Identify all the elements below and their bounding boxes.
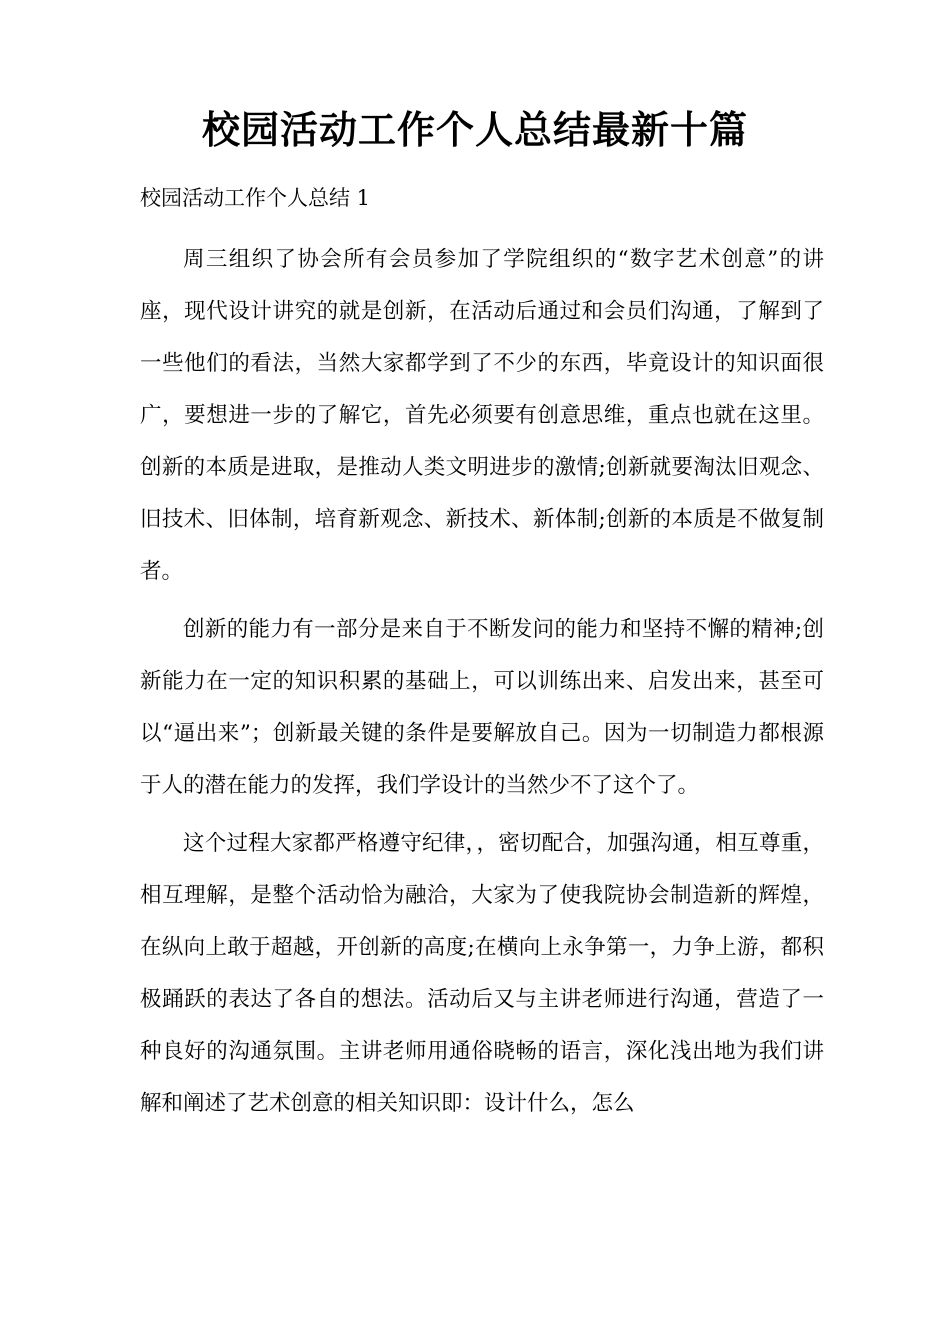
document-title: 校园活动工作个人总结最新十篇 [201,108,748,152]
document-body [140,234,824,1136]
paragraph-2: 创新的能力有一部分是来自于不断发问的能力和坚持不懈的精神;创新能力在一定的知识积累的基础上，可以训练出来、启发出来，甚至可以“逼出来”；创新最关键的条件是要解放自己。因为一切制造力都根源于人的潜在能力的发挥，我们学设计的当然少不了这个了。 [140,617,824,798]
section-heading: 校园活动工作个人总结 1 [140,186,371,210]
paragraph-3: 这个过程大家都严格遵守纪律，，密切配合，加强沟通，相互尊重，相互理解，是整个活动恰为融洽，大家为了使我院协会制造新的辉煌，在纵向上敢于超越，开创新的高度;在横向上永争第一，力争上游，都积极踊跃的表达了各自的想法。活动后又与主讲老师进行沟通，营造了一种良好的沟通氛围。主讲老师用通俗晓畅的语言，深化浅出地为我们讲解和阐述了艺术创意的相关知识即：设计什么，怎么 [140,831,824,1116]
paragraph-1: 周三组织了协会所有会员参加了学院组织的“数字艺术创意”的讲座，现代设计讲究的就是创新，在活动后通过和会员们沟通，了解到了一些他们的看法，当然大家都学到了不少的东西，毕竟设计的知识面很广，要想进一步的了解它，首先必须要有创意思维，重点也就在这里。创新的本质是进取，是推动人类文明进步的激情;创新就要淘汰旧观念、旧技术、旧体制，培育新观念、新技术、新体制;创新的本质是不做复制者。 [140,247,824,584]
